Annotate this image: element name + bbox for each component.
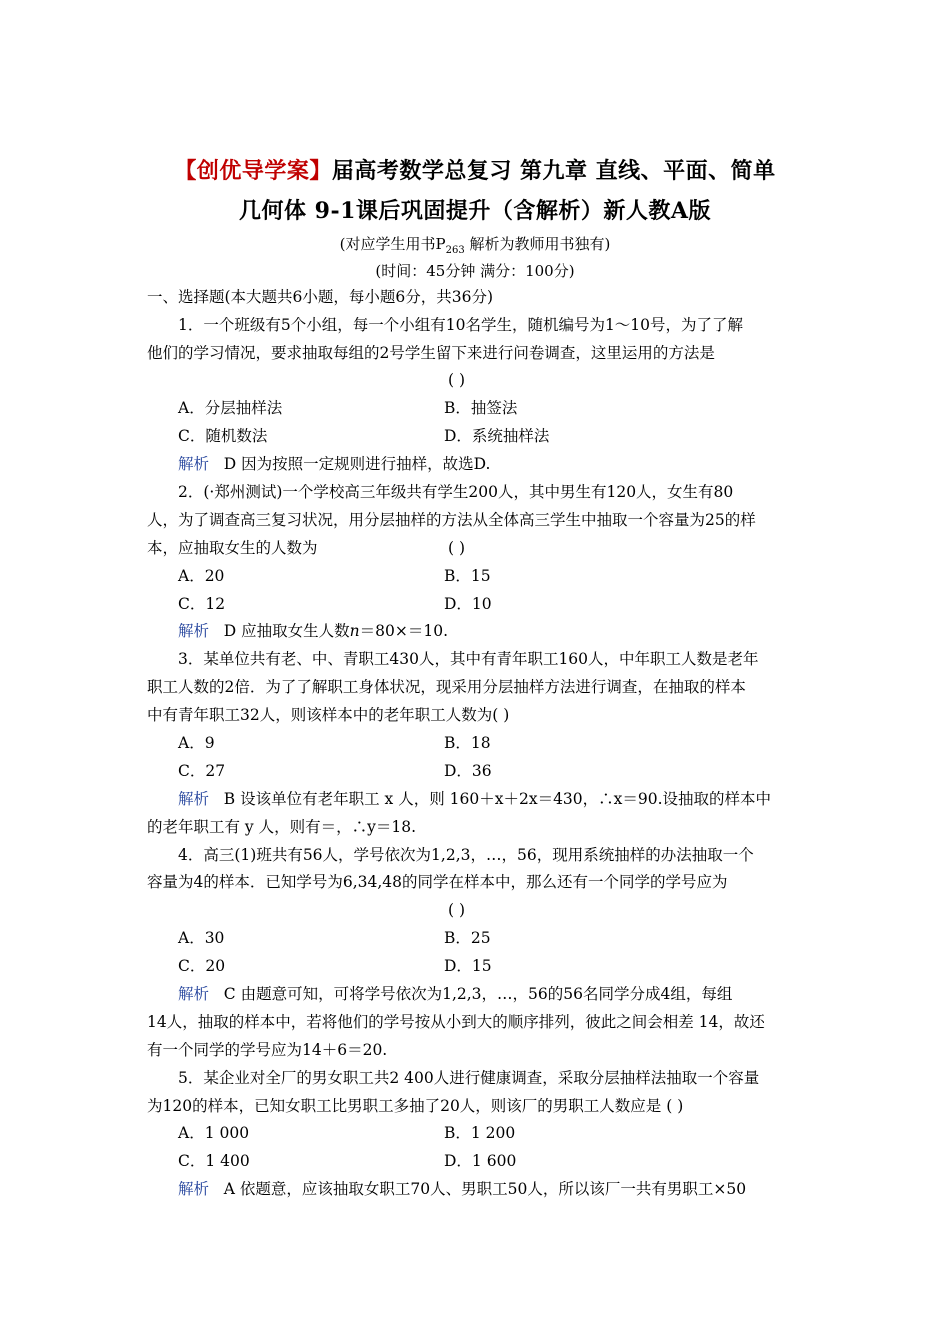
question-1-line: 他们的学习情况，要求抽取每组的2号学生留下来进行问卷调查，这里运用的方法是 bbox=[147, 344, 715, 362]
analysis-text: ＝80×＝10. bbox=[359, 622, 449, 640]
analysis-label: 解析 bbox=[178, 622, 210, 640]
question-5-line: 5．某企业对全厂的男女职工共2 400人进行健康调查，采取分层抽样法抽取一个容量 bbox=[178, 1069, 760, 1087]
analysis-text: D 因为按照一定规则进行抽样，故选D. bbox=[223, 455, 491, 473]
document-title-line1 bbox=[0, 154, 950, 185]
option-c: C．20 bbox=[178, 957, 226, 975]
reference-suffix: 解析为教师用书独有) bbox=[464, 235, 611, 253]
option-a: A．1 000 bbox=[178, 1124, 250, 1142]
question-4-line: 容量为4的样本．已知学号为6,34,48的同学在样本中，那么还有一个同学的学号应为 bbox=[147, 873, 728, 891]
reference-prefix: (对应学生用书P bbox=[339, 235, 446, 253]
analysis-label: 解析 bbox=[178, 1180, 210, 1198]
analysis-text: A 依题意，应该抽取女职工70人、男职工50人，所以该厂一共有男职工×50 bbox=[223, 1180, 747, 1198]
question-4-line: 4．高三(1)班共有56人，学号依次为1,2,3，…，56，现用系统抽样的办法抽取一个 bbox=[178, 846, 754, 864]
analysis-4 bbox=[178, 983, 732, 1005]
option-b: B．抽签法 bbox=[444, 399, 518, 417]
option-b: B．25 bbox=[444, 929, 491, 947]
title-bracket-tag: 【创优导学案】 bbox=[174, 158, 332, 184]
analysis-5 bbox=[178, 1178, 746, 1200]
question-2-line: 2．(·郑州测试)一个学校高三年级共有学生200人，其中男生有120人，女生有80 bbox=[178, 483, 734, 501]
answer-bracket: ( ) bbox=[448, 371, 466, 389]
answer-bracket: ( ) bbox=[448, 901, 466, 919]
analysis-3 bbox=[178, 788, 771, 810]
analysis-text: B 设该单位有老年职工 x 人，则 160＋x＋2x＝430，∴x＝90.设抽取的样本中 bbox=[223, 790, 772, 808]
option-b: B．15 bbox=[444, 567, 491, 585]
option-b: B．1 200 bbox=[444, 1124, 516, 1142]
analysis-2 bbox=[178, 620, 448, 642]
option-a: A．20 bbox=[178, 567, 225, 585]
question-2-line: 本，应抽取女生的人数为 bbox=[147, 539, 318, 557]
analysis-variable: n bbox=[349, 622, 360, 640]
analysis-text: D 应抽取女生人数 bbox=[223, 622, 350, 640]
document-title-line2: 几何体 9-1课后巩固提升（含解析）新人教A版 bbox=[239, 198, 711, 224]
question-1-line: 1．一个班级有5个小组，每一个小组有10名学生，随机编号为1～10号，为了了解 bbox=[178, 316, 744, 334]
title-text: 届高考数学总复习 第九章 直线、平面、简单 bbox=[331, 158, 776, 184]
option-c: C．12 bbox=[178, 595, 226, 613]
question-3-line: 中有青年职工32人，则该样本中的老年职工人数为( ) bbox=[147, 706, 510, 724]
analysis-label: 解析 bbox=[178, 455, 210, 473]
analysis-4-cont: 有一个同学的学号应为14＋6＝20. bbox=[147, 1041, 388, 1059]
option-a: A．分层抽样法 bbox=[178, 399, 283, 417]
option-a: A．30 bbox=[178, 929, 225, 947]
question-3-line: 职工人数的2倍．为了了解职工身体状况，现采用分层抽样方法进行调查，在抽取的样本 bbox=[147, 678, 746, 696]
analysis-text: C 由题意可知，可将学号依次为1,2,3，…，56的56名同学分成4组，每组 bbox=[223, 985, 733, 1003]
analysis-label: 解析 bbox=[178, 985, 210, 1003]
reference-page: 263 bbox=[445, 245, 465, 256]
reference-note bbox=[0, 233, 950, 256]
option-d: D．1 600 bbox=[444, 1152, 517, 1170]
analysis-4-cont: 14人，抽取的样本中，若将他们的学号按从小到大的顺序排列，彼此之间会相差 14，故还 bbox=[147, 1013, 765, 1031]
analysis-3-cont: 的老年职工有 y 人，则有＝，∴y＝18. bbox=[147, 818, 417, 836]
question-5-line: 为120的样本，已知女职工比男职工多抽了20人，则该厂的男职工人数应是 ( ) bbox=[147, 1097, 684, 1115]
analysis-1 bbox=[178, 453, 490, 475]
question-3-line: 3．某单位共有老、中、青职工430人，其中有青年职工160人，中年职工人数是老年 bbox=[178, 650, 759, 668]
question-2-line: 人，为了调查高三复习状况，用分层抽样的方法从全体高三学生中抽取一个容量为25的样 bbox=[147, 511, 756, 529]
analysis-label: 解析 bbox=[178, 790, 210, 808]
answer-bracket: ( ) bbox=[448, 539, 466, 557]
option-d: D．36 bbox=[444, 762, 492, 780]
option-a: A．9 bbox=[178, 734, 215, 752]
section-heading: 一、选择题(本大题共6小题，每小题6分，共36分) bbox=[147, 288, 494, 306]
option-b: B．18 bbox=[444, 734, 491, 752]
option-d: D．15 bbox=[444, 957, 492, 975]
option-d: D．10 bbox=[444, 595, 492, 613]
option-c: C．随机数法 bbox=[178, 427, 268, 445]
option-c: C．1 400 bbox=[178, 1152, 250, 1170]
option-d: D．系统抽样法 bbox=[444, 427, 550, 445]
option-c: C．27 bbox=[178, 762, 226, 780]
time-score: (时间：45分钟 满分：100分) bbox=[375, 262, 575, 280]
